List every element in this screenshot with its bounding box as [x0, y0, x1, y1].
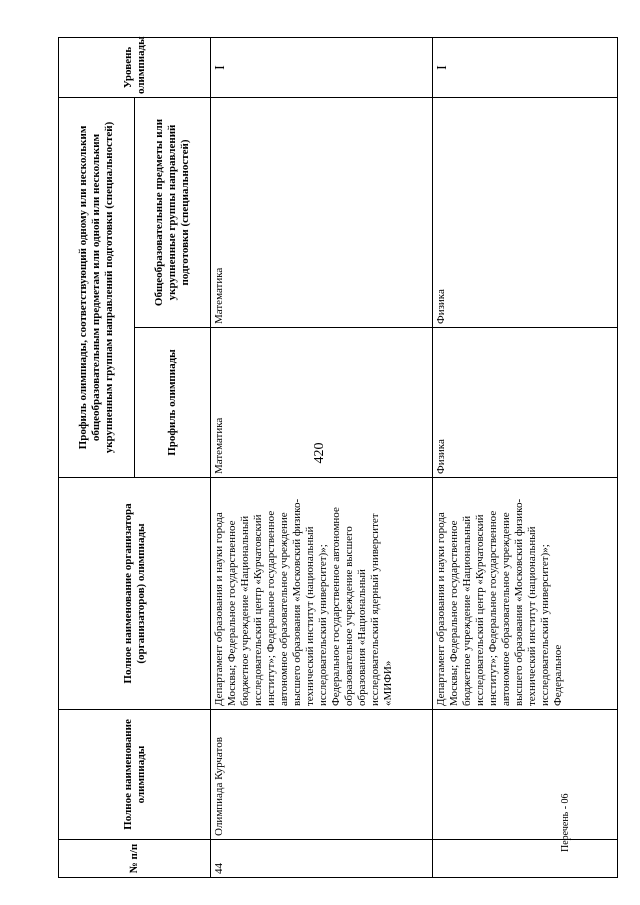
row-olympiad-name: Олимпиада Курчатов	[211, 710, 433, 840]
header-full-name: Полное наименование олимпиады	[59, 710, 211, 840]
header-num: № п/п	[59, 840, 211, 878]
row-profile: Физика	[433, 328, 618, 478]
row-subject: Математика	[211, 98, 433, 328]
row-num: 44	[211, 840, 433, 878]
olympiad-table	[58, 37, 618, 878]
row-level: I	[433, 38, 618, 98]
header-profile: Профиль олимпиады	[135, 328, 211, 478]
row-olympiad-name	[433, 710, 618, 840]
header-profile-group: Профиль олимпиады, соответствующий одному или нескольким общеобразовательным предметам или одной или нескольким укрупненным группам направлений подготовки (специальностей)	[59, 98, 135, 478]
row-subject: Физика	[433, 98, 618, 328]
table-row	[211, 38, 433, 878]
footer-note: Перечень - 06	[560, 793, 571, 852]
row-organizer: Департамент образования и науки города Москвы; Федеральное государственное бюджетное учреждение «Национальный исследовательский центр «Курчатовский институт»; Федеральное государственное автономное образовательное учреждение высшего образования «Московский физико-технический институт (национальный исследовательский университет)»; Федеральное	[433, 478, 618, 710]
header-level: Уровень олимпиады	[59, 38, 211, 98]
row-profile: Математика	[211, 328, 433, 478]
row-num	[433, 840, 618, 878]
rotated-table-container	[58, 38, 618, 878]
table-row	[433, 38, 618, 878]
page-number: 420	[312, 442, 327, 464]
row-level: I	[211, 38, 433, 98]
header-organizer: Полное наименование организатора (организаторов) олимпиады	[59, 478, 211, 710]
header-subjects: Общеобразовательные предметы или укрупненные группы направлений подготовки (специальностей)	[135, 98, 211, 328]
row-organizer: Департамент образования и науки города Москвы; Федеральное государственное бюджетное учреждение «Национальный исследовательский центр «Курчатовский институт»; Федеральное государственное автономное образовательное учреждение высшего образования «Московский физико-технический институт (национальный исследовательский университет)»; Федеральное государственное автономное образовательное учреждение высшего образования «Национальный исследовательский ядерный университет «МИФИ»	[211, 478, 433, 710]
